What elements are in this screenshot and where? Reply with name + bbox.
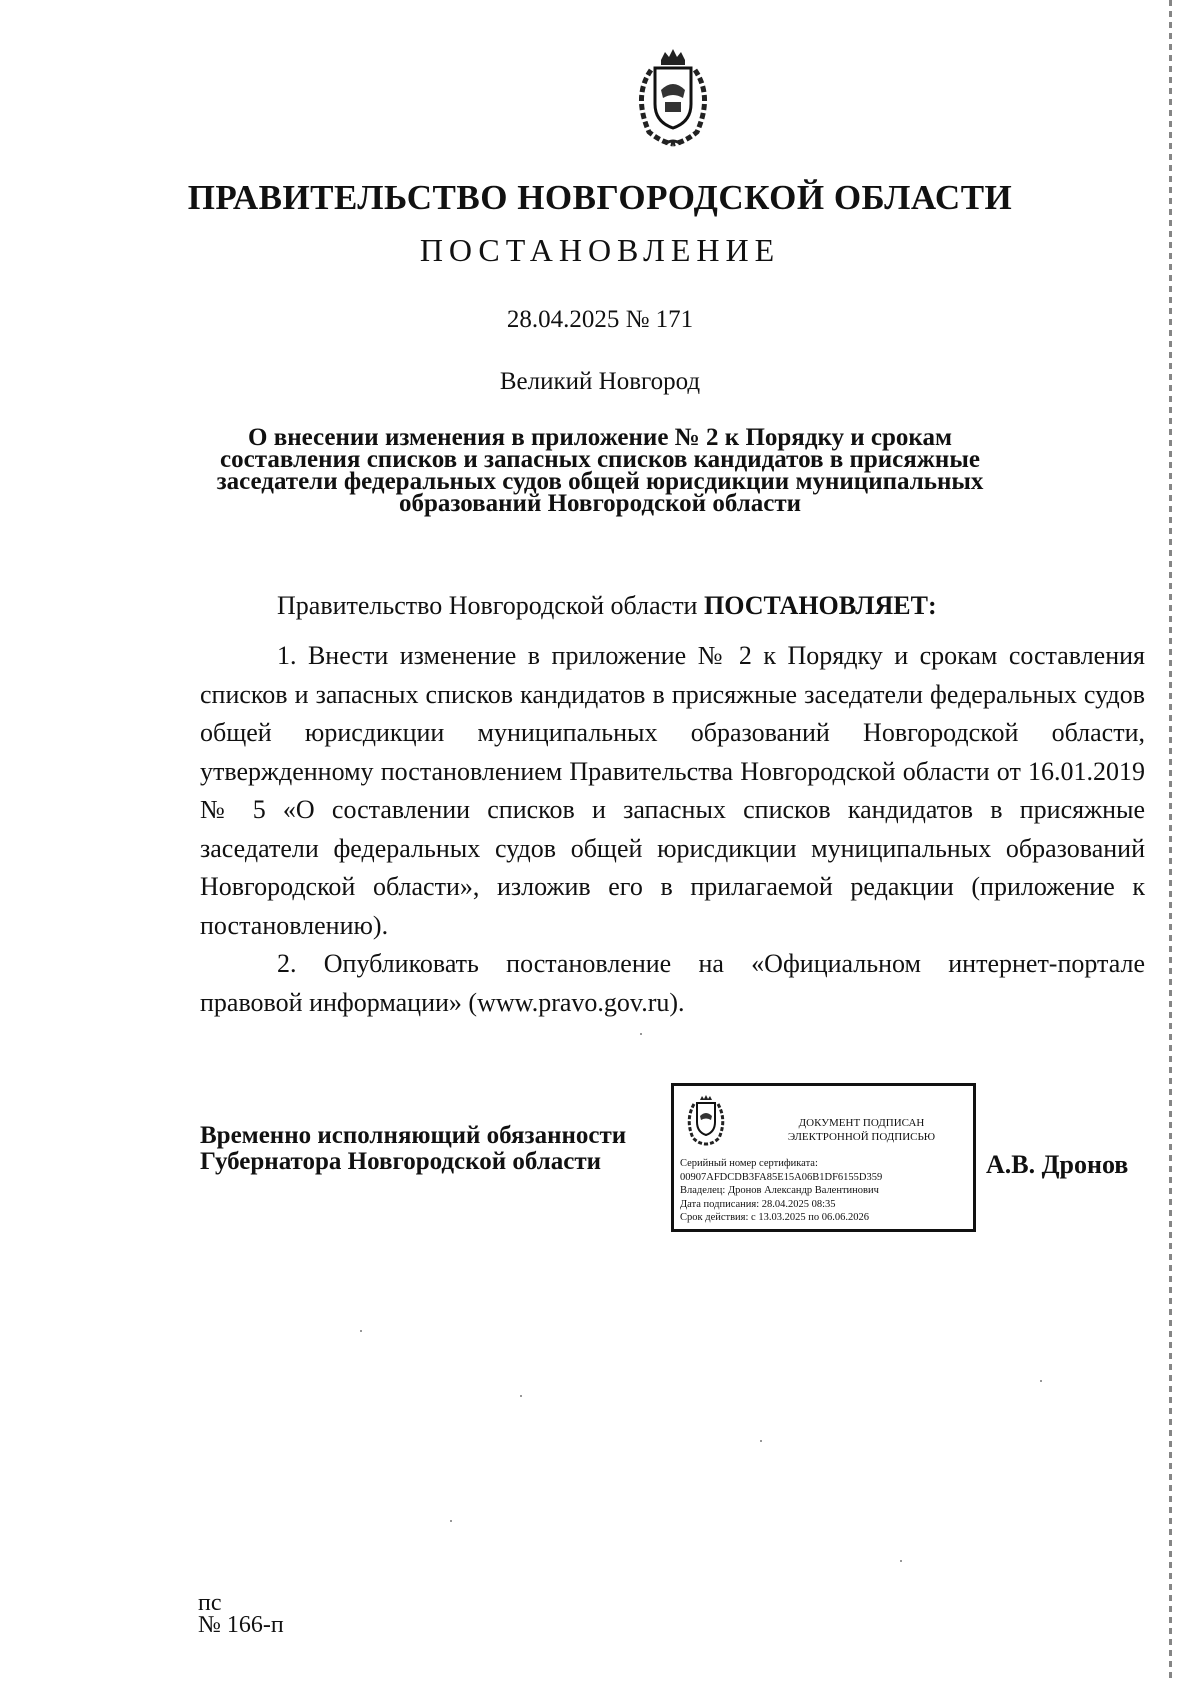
- document-body: [200, 637, 1145, 1022]
- signing-date: Дата подписания: 28.04.2025 08:35: [680, 1198, 836, 1210]
- footer-reference: [198, 1592, 284, 1636]
- electronic-signature-stamp: [671, 1083, 976, 1232]
- scan-speck: [520, 1395, 522, 1397]
- paragraph: 2. Опубликовать постановление на «Официальном интернет-портале правовой информации» (www.pravo.gov.ru).: [200, 949, 1145, 1017]
- document-type: ПОСТАНОВЛЕНИЕ: [419, 232, 781, 268]
- signer-name: А.В. Дронов: [986, 1150, 1129, 1179]
- preamble: [277, 591, 937, 621]
- coat-of-arms-icon: [683, 1094, 729, 1146]
- footer-line: № 166-п: [198, 1612, 284, 1638]
- signer-position: [200, 1123, 626, 1175]
- stamp-details: [680, 1157, 882, 1225]
- scan-speck: [1040, 1380, 1042, 1382]
- certificate-validity: Срок действия: с 13.03.2025 по 06.06.2026: [680, 1212, 869, 1223]
- subject-line: О внесении изменения в приложение № 2 к Порядку и срокам: [248, 424, 952, 451]
- scan-speck: [450, 1520, 452, 1522]
- certificate-owner: Владелец: Дронов Александр Валентинович: [680, 1185, 879, 1196]
- subject-line: заседатели федеральных судов общей юрисдикции муниципальных: [216, 468, 984, 495]
- certificate-label: Серийный номер сертификата:: [680, 1158, 818, 1169]
- paragraph: 1. Внести изменение в приложение № 2 к Порядку и срокам составления списков и запасных списков кандидатов в присяжные заседатели федеральных судов общей юрисдикции муниципальных образований Новгородской области, утвержденному постановлением Правительства Новгородской области от 16.01.2019 № 5 «О составлении списков и запасных списков кандидатов в присяжные заседатели федеральных судов общей юрисдикции муниципальных образований Новгородской области», изложив его в прилагаемой редакции (приложение к постановлению).: [200, 641, 1145, 940]
- subject-line: составления списков и запасных списков кандидатов в присяжные: [220, 446, 980, 473]
- scan-speck: [760, 1440, 762, 1442]
- stamp-header-line: ДОКУМЕНТ ПОДПИСАН: [798, 1117, 925, 1129]
- coat-of-arms-icon: [625, 46, 721, 150]
- subject-line: образований Новгородской области: [398, 490, 802, 517]
- preamble-text: Правительство Новгородской области: [277, 591, 704, 620]
- signer-position-line: Губернатора Новгородской области: [200, 1148, 602, 1175]
- signer-position-line: Временно исполняющий обязанности: [200, 1122, 627, 1149]
- preamble-decree-word: ПОСТАНОВЛЯЕТ:: [703, 591, 937, 620]
- scan-speck: [900, 1560, 902, 1562]
- scan-speck: [640, 1033, 642, 1035]
- scan-speck: [360, 1330, 362, 1332]
- footer-line: пс: [198, 1590, 222, 1616]
- date-and-number: 28.04.2025 № 171: [506, 306, 694, 333]
- document-subject: [200, 424, 1000, 517]
- organization-title: ПРАВИТЕЛЬСТВО НОВГОРОДСКОЙ ОБЛАСТИ: [187, 178, 1013, 217]
- city: Великий Новгород: [499, 368, 701, 395]
- stamp-header-line: ЭЛЕКТРОННОЙ ПОДПИСЬЮ: [787, 1131, 936, 1143]
- certificate-number: 00907AFDCDB3FA85E15A06B1DF6155D359: [680, 1171, 883, 1183]
- stamp-header: [754, 1116, 969, 1144]
